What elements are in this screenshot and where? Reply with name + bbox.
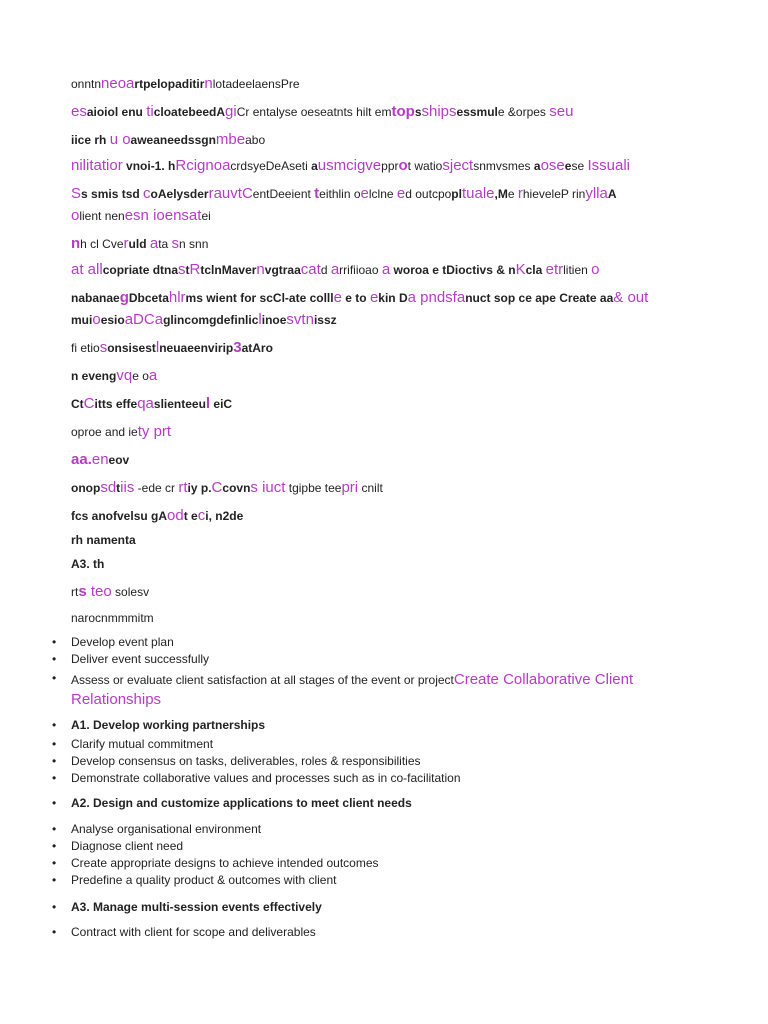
garbled-text-line — [71, 262, 599, 278]
bullet-text — [71, 717, 712, 733]
bullet-text — [71, 855, 712, 871]
garbled-text-segment: C — [241, 185, 253, 202]
garbled-text-segment: a p — [407, 289, 429, 306]
garbled-text-segment: rauvt — [208, 185, 242, 202]
bullet-dot: • — [52, 839, 57, 853]
garbled-text-segment: sd — [100, 479, 117, 496]
garbled-text-segment: eithlin o — [319, 187, 361, 201]
garbled-text-segment: u o — [109, 131, 131, 148]
garbled-text-segment: Cr entalyse oeseatnts hilt em — [236, 105, 392, 119]
garbled-text-segment: oproe and ie — [71, 425, 138, 439]
garbled-text-segment: tclnMaver — [200, 263, 257, 277]
garbled-text-segment: ty prt — [137, 423, 172, 440]
garbled-text-segment: es — [71, 103, 87, 120]
section-heading-item — [52, 899, 712, 915]
bullet-text-body: Create appropriate designs to achieve intended outcomes — [71, 856, 379, 870]
garbled-text-segment: rh namenta — [71, 533, 136, 547]
garbled-text-segment: vgtraa — [264, 263, 301, 277]
garbled-text-line — [71, 236, 208, 252]
garbled-text-segment: e — [507, 187, 518, 201]
garbled-text-line — [71, 132, 265, 148]
garbled-text-segment: c — [143, 185, 151, 202]
bullet-item — [52, 855, 712, 871]
garbled-text-segment: a — [154, 311, 164, 328]
bullet-dot: • — [52, 671, 57, 685]
garbled-text-segment: n eveng — [71, 369, 117, 383]
garbled-text-segment: l — [155, 339, 160, 356]
garbled-text-segment: e — [360, 185, 369, 202]
garbled-text-segment: e — [564, 159, 572, 173]
garbled-text-segment: vq — [116, 367, 133, 384]
bullet-text-body: Assess or evaluate client satisfaction at all stages of the event or project — [71, 673, 454, 687]
garbled-text-segment: C — [83, 395, 95, 412]
garbled-text-segment: d — [320, 263, 331, 277]
garbled-text-segment: cloatebeedA — [153, 105, 226, 119]
garbled-text-segment: A — [607, 187, 617, 201]
garbled-text-segment: Ct — [71, 397, 84, 411]
garbled-text-segment: a — [148, 367, 158, 384]
garbled-text-segment: R — [189, 261, 201, 278]
garbled-text-line — [71, 208, 211, 224]
garbled-text-segment: e — [333, 289, 342, 306]
bullet-dot: • — [52, 737, 57, 751]
garbled-text-segment: iice rh — [71, 133, 110, 147]
garbled-text-segment: Issuali — [587, 157, 630, 174]
garbled-text-segment: fcs anofvelsu gA — [71, 509, 168, 523]
garbled-text-segment: l — [258, 311, 262, 328]
garbled-text-segment: uld — [128, 237, 150, 251]
section-heading-item — [52, 717, 712, 733]
bullet-text-body: Demonstrate collaborative values and processes such as in co-facilitation — [71, 771, 461, 785]
bullet-item — [52, 651, 712, 667]
garbled-text-segment: ,M — [494, 187, 508, 201]
garbled-text-line — [71, 158, 630, 174]
garbled-text-segment: onsisest — [107, 341, 156, 355]
garbled-text-segment: ms wient for scCl-ate colll — [185, 291, 334, 305]
bullet-item — [52, 821, 712, 837]
bullet-text — [71, 795, 712, 811]
bullet-dot: • — [52, 796, 57, 810]
garbled-text-line — [71, 312, 337, 328]
bullet-text-body: A1. Develop working partnerships — [71, 718, 266, 732]
garbled-text-segment: ships — [421, 103, 457, 120]
garbled-text-segment: od — [167, 507, 184, 524]
garbled-text-segment: y — [585, 185, 593, 202]
bullet-text-body: A3. Manage multi-session events effectively — [71, 900, 322, 914]
garbled-text-segment: ti — [146, 103, 154, 120]
garbled-text-segment: lclne — [368, 187, 397, 201]
garbled-text-segment: & out — [613, 289, 649, 306]
garbled-text-segment: gi — [225, 103, 237, 120]
garbled-text-segment: e — [369, 289, 379, 306]
garbled-text-line — [71, 424, 171, 440]
garbled-text-segment: s smis tsd — [81, 187, 144, 201]
garbled-text-segment: rtpelopaditir — [134, 77, 205, 91]
bullet-dot: • — [52, 635, 57, 649]
garbled-text-segment: kin D — [378, 291, 408, 305]
garbled-text-line — [71, 368, 157, 384]
garbled-text-segment: qa — [137, 395, 154, 412]
bullet-text-body: Diagnose client need — [71, 839, 184, 853]
garbled-text-segment: t watio — [407, 159, 443, 173]
bullet-text-body: A2. Design and customize applications to meet client needs — [71, 796, 412, 810]
garbled-text-segment: usmcigve — [317, 157, 382, 174]
bullet-dot: • — [52, 771, 57, 785]
bullet-text — [71, 651, 712, 667]
bullet-dot: • — [52, 873, 57, 887]
garbled-text-segment: o — [591, 261, 600, 278]
bullet-item — [52, 634, 712, 650]
garbled-text-segment: e — [545, 261, 554, 278]
garbled-text-segment: o — [398, 157, 408, 174]
garbled-text-segment: slienteeu — [153, 397, 206, 411]
garbled-text-segment: seu — [549, 103, 574, 120]
section-heading-item — [52, 795, 712, 811]
garbled-text-segment: Rcigno — [175, 157, 223, 174]
garbled-text-segment: a — [330, 261, 340, 278]
garbled-text-segment: eov — [108, 453, 130, 467]
garbled-text-segment: t — [116, 481, 121, 495]
bullet-dot: • — [52, 856, 57, 870]
bullet-text — [71, 670, 712, 710]
garbled-text-line — [71, 610, 154, 626]
garbled-text-segment: litien — [563, 263, 592, 277]
bullet-item — [52, 838, 712, 854]
garbled-text-segment: e &orpes — [497, 105, 550, 119]
garbled-text-segment: lla — [592, 185, 608, 202]
garbled-text-segment: t — [185, 263, 190, 277]
garbled-text-segment: iy p. — [187, 481, 212, 495]
garbled-text-segment: s — [414, 105, 422, 119]
garbled-text-segment: abo — [245, 133, 266, 147]
garbled-text-segment: esio — [100, 313, 125, 327]
garbled-text-segment: rrifiioao — [339, 263, 382, 277]
garbled-text-segment: hieveleP rin — [522, 187, 586, 201]
garbled-text-segment: onop — [71, 481, 101, 495]
garbled-text-segment: l — [205, 395, 211, 412]
garbled-text-segment: oe — [156, 207, 174, 224]
garbled-text-line — [71, 76, 300, 92]
garbled-text-segment: S — [71, 185, 82, 202]
garbled-text-line — [71, 508, 243, 524]
garbled-text-segment: at all — [71, 261, 103, 278]
garbled-text-line — [71, 186, 617, 202]
bullet-dot: • — [52, 754, 57, 768]
garbled-text-segment: c — [197, 507, 206, 524]
garbled-text-segment: en — [91, 451, 109, 468]
garbled-text-segment: r — [517, 185, 523, 202]
garbled-text-segment: a — [124, 311, 134, 328]
garbled-text-segment: n — [204, 75, 213, 92]
garbled-text-segment: 3 — [233, 339, 242, 356]
garbled-text-line — [71, 556, 104, 572]
garbled-text-segment: o — [71, 207, 80, 224]
garbled-text-segment: lotadeelaensPre — [212, 77, 300, 91]
garbled-text-segment: pri — [341, 479, 359, 496]
garbled-text-segment: aweaneedssgn — [130, 133, 216, 147]
garbled-text-segment: eiC — [210, 397, 233, 411]
garbled-text-segment: top — [391, 103, 415, 120]
bullet-item — [52, 736, 712, 752]
garbled-text-segment: tuale — [461, 185, 495, 202]
garbled-text-segment: a — [222, 157, 231, 174]
garbled-text-line — [71, 452, 129, 468]
bullet-text — [71, 899, 712, 915]
garbled-text-segment: atAro — [241, 341, 273, 355]
garbled-text-segment: s — [99, 339, 108, 356]
garbled-text-segment: mui — [71, 313, 93, 327]
bullet-text-body: Develop event plan — [71, 635, 174, 649]
garbled-text-segment: mbe — [215, 131, 246, 148]
garbled-text-segment: vnoi-1. h — [122, 159, 176, 173]
garbled-text-segment: e to — [341, 291, 370, 305]
bullet-text — [71, 821, 712, 837]
garbled-text-segment: a — [381, 261, 391, 278]
garbled-text-segment: sject — [442, 157, 474, 174]
garbled-text-segment: n — [256, 261, 265, 278]
garbled-text-segment: hlr — [168, 289, 186, 306]
garbled-text-segment: rt — [71, 585, 79, 599]
garbled-text-segment: neoa — [101, 75, 135, 92]
bullet-item — [52, 753, 712, 769]
garbled-text-segment: Dbceta — [128, 291, 169, 305]
garbled-text-line — [71, 290, 648, 306]
garbled-text-segment: entDeeient — [252, 187, 315, 201]
garbled-text-segment: onntn — [71, 77, 102, 91]
garbled-text-segment: lient nen — [79, 209, 125, 223]
bullet-item — [52, 770, 712, 786]
bullet-text — [71, 770, 712, 786]
bullet-dot: • — [52, 925, 57, 939]
garbled-text-segment: aa. — [71, 451, 92, 468]
garbled-text-segment: neuaeenvirip — [159, 341, 234, 355]
garbled-text-segment: a — [311, 159, 318, 173]
garbled-text-segment: o — [92, 311, 101, 328]
garbled-text-segment: ei — [201, 209, 211, 223]
garbled-text-segment: aioiol enu — [86, 105, 147, 119]
garbled-text-segment: ta — [158, 237, 172, 251]
garbled-text-segment: itts effe — [94, 397, 138, 411]
garbled-text-segment: tr — [553, 261, 564, 278]
bullet-text — [71, 736, 712, 752]
garbled-text-segment: narocnmmmitm — [71, 611, 154, 625]
bullet-text-body: Develop consensus on tasks, deliverables, roles & responsibilities — [71, 754, 421, 768]
bullet-dot: • — [52, 822, 57, 836]
bullet-text-body: Contract with client for scope and deliverables — [71, 925, 316, 939]
garbled-text-segment: inoe — [261, 313, 287, 327]
garbled-text-segment: n snn — [179, 237, 209, 251]
garbled-text-segment: glincomgdefinlic — [163, 313, 259, 327]
bullet-text — [71, 872, 712, 888]
garbled-text-segment: -ede cr — [134, 481, 179, 495]
garbled-text-line — [71, 584, 149, 600]
garbled-text-segment: C — [211, 479, 223, 496]
garbled-text-segment: cat — [300, 261, 321, 278]
bullet-text — [71, 634, 712, 650]
bullet-item — [52, 670, 712, 710]
garbled-text-segment: nilitatior — [71, 157, 123, 174]
garbled-text-segment: iis — [120, 479, 135, 496]
garbled-text-segment: A3. th — [71, 557, 105, 571]
garbled-text-segment: a — [533, 159, 541, 173]
garbled-text-segment: cla — [525, 263, 546, 277]
bullet-dot: • — [52, 652, 57, 666]
garbled-text-segment: tgipbe tee — [285, 481, 342, 495]
garbled-text-segment: DC — [133, 311, 155, 328]
garbled-text-segment: teo — [86, 583, 112, 600]
garbled-text-segment: essmul — [456, 105, 498, 119]
garbled-text-segment: pl — [451, 187, 462, 201]
garbled-text-segment: snmvsmes — [473, 159, 534, 173]
bullet-dot: • — [52, 718, 57, 732]
garbled-text-line — [71, 532, 136, 548]
bullet-text-body: Predefine a quality product & outcomes with client — [71, 873, 337, 887]
garbled-text-segment: esn i — [124, 207, 157, 224]
bullet-item — [52, 872, 712, 888]
garbled-text-segment: s — [178, 261, 186, 278]
garbled-text-segment: nabanae — [71, 291, 120, 305]
inline-section-title: Create Collaborative Client Relationships — [71, 671, 634, 708]
garbled-text-segment: e o — [132, 369, 149, 383]
garbled-text-segment: t — [314, 185, 320, 202]
garbled-text-segment: se — [571, 159, 588, 173]
garbled-text-segment: K — [515, 261, 526, 278]
bullet-text-body: Clarify mutual commitment — [71, 737, 214, 751]
bullet-text-body: Deliver event successfully — [71, 652, 210, 666]
garbled-text-segment: i, n2de — [205, 509, 244, 523]
garbled-text-segment: d outcpo — [405, 187, 452, 201]
garbled-text-segment: fi etio — [71, 341, 100, 355]
garbled-text-segment: ppr — [381, 159, 399, 173]
bullet-item — [52, 924, 712, 940]
garbled-text-segment: t e — [183, 509, 198, 523]
bullet-text — [71, 924, 712, 940]
garbled-text-segment: ndsfa — [428, 289, 466, 306]
garbled-text-line — [71, 340, 273, 356]
garbled-text-segment: solesv — [111, 585, 150, 599]
garbled-text-segment: crdsyeDeAseti — [230, 159, 312, 173]
garbled-text-segment: copriate dtna — [102, 263, 179, 277]
garbled-text-segment: e — [396, 185, 406, 202]
garbled-text-segment: svtn — [286, 311, 314, 328]
bullet-text-body: Analyse organisational environment — [71, 822, 262, 836]
garbled-text-segment: covn — [222, 481, 251, 495]
bullet-text — [71, 838, 712, 854]
garbled-text-segment: nuct sop ce ape Create aa — [465, 291, 614, 305]
garbled-text-segment: n — [71, 235, 81, 252]
garbled-text-segment: issz — [313, 313, 337, 327]
garbled-text-segment: r — [123, 235, 129, 252]
garbled-text-segment: g — [119, 289, 129, 306]
garbled-text-segment: oAelysder — [150, 187, 209, 201]
garbled-text-line — [71, 480, 383, 496]
garbled-text-segment: cnilt — [358, 481, 383, 495]
garbled-text-segment: woroa e tDioctivs & n — [390, 263, 516, 277]
garbled-text-segment: s iuct — [250, 479, 286, 496]
garbled-text-segment: nsat — [173, 207, 202, 224]
garbled-text-segment: s — [78, 583, 87, 600]
garbled-text-segment: h cl Cve — [80, 237, 124, 251]
garbled-text-segment: ose — [540, 157, 565, 174]
garbled-text-line — [71, 396, 232, 412]
bullet-dot: • — [52, 900, 57, 914]
garbled-text-segment: a — [149, 235, 159, 252]
garbled-text-line — [71, 104, 573, 120]
bullet-text — [71, 753, 712, 769]
garbled-text-segment: s — [171, 235, 180, 252]
garbled-text-segment: rt — [178, 479, 188, 496]
